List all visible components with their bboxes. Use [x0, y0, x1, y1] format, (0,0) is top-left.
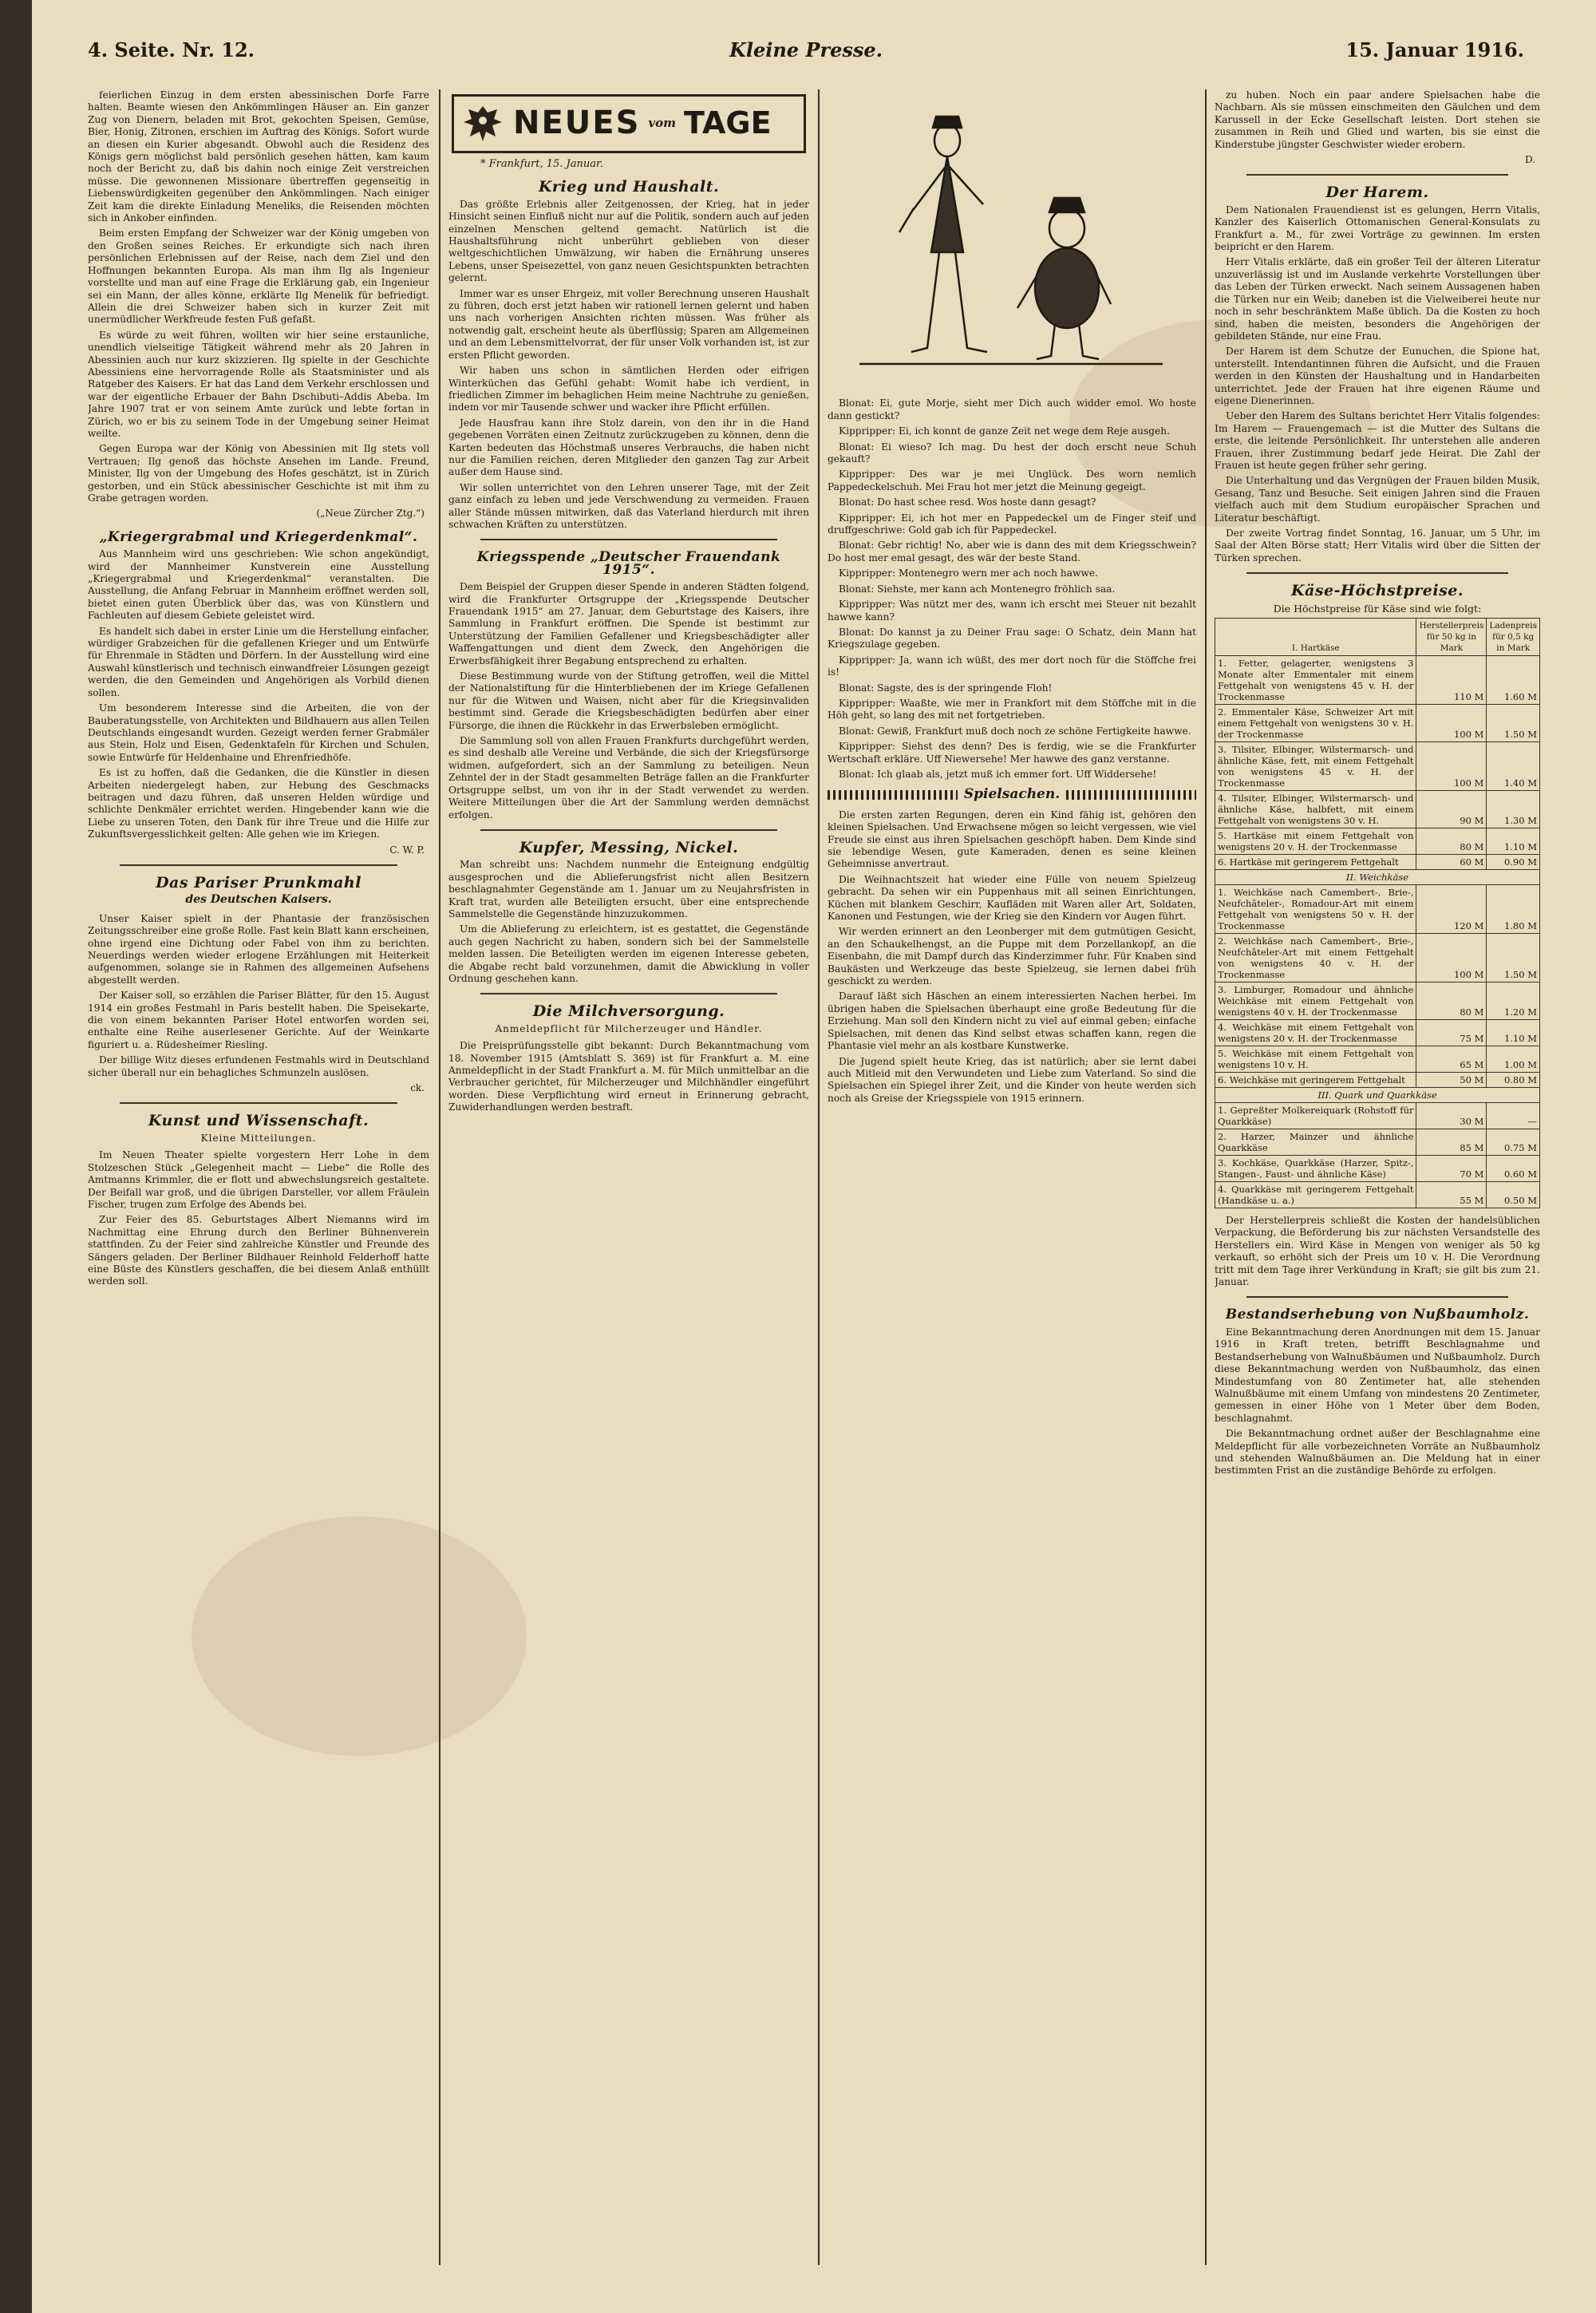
table-row	[1215, 1103, 1540, 1129]
cell-laden: —	[1487, 1103, 1540, 1129]
paragraph: Der billige Witz dieses erfundenen Festmahls wird in Deutschland sicher überall nur ein behagliches Schmunzeln auslösen.	[88, 1054, 429, 1078]
cell-name: 4. Quarkkäse mit geringerem Fettgehalt (Handkäse u. a.)	[1215, 1182, 1416, 1208]
paragraph: Eine Bekanntmachung deren Anordnungen mit dem 15. Januar 1916 in Kraft treten, betrifft Beschlagnahme und Bestandserhebung von Walnußbäumen und Nußbaumholz. Durch diese Bekanntmachung werden von Nußbaumholz, das einen Mindestumfang von 80 Zentimeter hat, alle stehenden Walnußbäume mit einem Umfang von mindestens 20 Zentimeter, gemessen in einer Höhe von 1 Meter über dem Boden, beschlagnahmt.	[1215, 1326, 1540, 1424]
dialog-line: Blonat: Ich glaab als, jetzt muß ich emmer fort. Uff Widdersehe!	[839, 768, 1157, 780]
paragraph: Diese Bestimmung wurde von der Stiftung getroffen, weil die Mittel der Nationalstiftung für die Hinterbliebenen der im Kriege Gefallenen nur für die Witwen und Waisen, nicht aber für die Kriegsinvaliden bestimmt sind. Gerade die Kriegsbeschädigten bedürfen aber einer Fürsorge, die ihnen die Rückkehr in das Erwerbsleben ermöglicht.	[448, 670, 809, 731]
cell-erz: 90 M	[1416, 791, 1487, 828]
dialog-line: Kippripper: Was nützt mer des, wann ich erscht mei Steuer nit bezahlt hawwe kann?	[828, 599, 1196, 623]
column-4	[1215, 89, 1540, 2281]
table-row	[1215, 828, 1540, 855]
paragraph: Der Harem ist dem Schutze der Eunuchen, die Spione hat, unterstellt. Intendantinnen führen die Aufsicht, und die Frauen werden in den Künsten der Haushaltung und in Handarbeiten unterrichtet. Jede der Frauen hat ihre eigenen Räume und eigene Dienerinnen.	[1215, 346, 1540, 406]
article-ilg	[88, 89, 429, 520]
paragraph: Der zweite Vortrag findet Sonntag, 16. Januar, um 5 Uhr, im Saal der Alten Börse statt; Herr Vitalis wird über die Sitten der Türken sprechen.	[1215, 528, 1540, 563]
cell-erz: 55 M	[1416, 1182, 1487, 1208]
source-note: („Neue Zürcher Ztg.“)	[316, 508, 425, 520]
divider	[120, 864, 397, 866]
subheadline: Kleine Mitteilungen.	[200, 1132, 317, 1144]
paragraph: Es würde zu weit führen, wollten wir hier seine erstaunliche, unendlich vielseitige Tätigkeit während mehr als 20 Jahren in Abessinien auch nur kurz skizzieren. Ilg spielte in der Geschichte Abessiniens eine hervorragende Rolle als Staatsminister und als Ratgeber des Kaisers. Er hat das Land dem Verkehr erschlossen und war der eigentliche Erbauer der Bahn Dschibuti–Addis Abeba. Im Jahre 1907 trat er von seinem Amte zurück und lebte fortan in Zürich, wo er bis zu seinem Tode in der Umgebung seiner Heimat weilte.	[88, 329, 429, 439]
paragraph: Das größte Erlebnis aller Zeitgenossen, der Krieg, hat in jeder Hinsicht seinen Einfluß nicht nur auf die Politik, sondern auch auf jeden einzelnen Menschen geltend gemacht. Natürlich ist die Haushaltsführung nicht unberührt geblieben von dieser weltgeschichtlichen Umwälzung, wir haben die Ernährung unseres Lebens, unser Speisezettel, von ganz neuen Gesichtspunkten betrachten gelernt.	[448, 198, 809, 284]
table-header	[1215, 619, 1540, 656]
paragraph: Die Sammlung soll von allen Frauen Frankfurts durchgeführt werden, es sind deshalb alle Vereine und Verbände, die sich der Kriegsfürsorge widmen, aufgefordert, sich an der Sammlung zu beteiligen. Neun Zehntel der in der Stadt gesammelten Beträge fallen an die Frankfurter Ortsgruppe selbst, um von ihr in der Stadt verwendet zu werden. Weitere Mitteilungen über die Art der Sammlung werden demnächst erfolgen.	[448, 735, 809, 820]
paragraph: feierlichen Einzug in dem ersten abessinischen Dorfe Farre halten. Beamte wiesen den Ankömmlingen Häuser an. Ein ganzer Zug von Dienern, beladen mit Brot, gekochten Speisen, Gemüse, Bier, Honig, Zitronen, erschien im Auftrag des Königs. Sofort wurde an diesen ein Kurier abgesandt. Obwohl auch die Residenz des Königs gern möglichst bald persönlich gesehen hätten, kam kaum noch der Bericht zu, daß bis dahin noch einige Zeit verstreichen müsse. Die gewonnenen Missionare übertreffen gegenseitig in Liebenswürdigkeiten gegenüber den Ankömmlingen. Nach einiger Zeit kam die direkte Einladung Meneliks, die Reisenden möchten sich in Ankober einfinden.	[88, 89, 429, 224]
author-signature: D.	[1524, 154, 1535, 166]
dialog-line: Blonat: Gebr richtig! No, aber wie is dann des mit dem Kriegsschwein? Do host mer emal gesagt, des wär der beste Stand.	[828, 540, 1196, 563]
cell-erz: 110 M	[1416, 656, 1487, 705]
cell-erz: 50 M	[1416, 1073, 1487, 1088]
paragraph: Dem Beispiel der Gruppen dieser Spende in anderen Städten folgend, wird die Frankfurter Ortsgruppe der „Kriegsspende Deutscher Frauendank 1915“ am 27. Januar, dem Geburtstage des Kaisers, ihre Sammlung in Frankfurt eröffnen. Die Spende ist bestimmt zur Unterstützung der Familien Gefallener und Kriegsbeschädigter aller Waffengattungen und dient dem Zweck, den Angehörigen die Erwerbsfähigkeit ihrer Begabung entsprechend zu erhalten.	[448, 581, 809, 666]
subheadline: Anmeldepflicht für Milcherzeuger und Händler.	[495, 1022, 763, 1034]
cell-erz: 85 M	[1416, 1129, 1487, 1156]
headline-kunst-wissenschaft: Kunst und Wissenschaft.	[148, 1112, 369, 1130]
dialog-line: Blonat: Sagste, des is der springende Floh!	[839, 682, 1053, 694]
ornament	[1066, 790, 1196, 800]
divider	[1246, 1296, 1508, 1298]
header-sort: I. Hartkäse	[1215, 619, 1416, 656]
dialog-line: Kippripper: Ei, ich hot mer en Pappedeckel um de Finger steif und druffgeschriwe: Gold gab ich für Pappedeckel.	[828, 512, 1196, 536]
headline-pariser-prunkmahl: Das Pariser Prunkmahl	[156, 873, 361, 892]
banner-title: Spielsachen.	[963, 786, 1061, 803]
cell-laden: 1.10 M	[1487, 828, 1540, 855]
cell-laden: 1.30 M	[1487, 791, 1540, 828]
dialog-line: Kippripper: Ei, ich konnt de ganze Zeit net wege dem Reje ausgeh.	[839, 425, 1170, 437]
paragraph: Gegen Europa war der König von Abessinien mit Ilg stets voll Vertrauen; Ilg genoß das höchste Ansehen im Lande. Freund, Minister, Ilg von der Umgebung des Hofes geschätzt, ist in Zürich gestorben, und ein Stück abessinischer Geschichte ist mit ihm zu Grabe getragen worden.	[88, 443, 429, 504]
paragraph: Die Unterhaltung und das Vergnügen der Frauen bilden Musik, Gesang, Tanz und Besuche. Seit einigen Jahren sind die Frauen vielfach auch mit dem Studium europäischer Sprachen und Literatur beschäftigt.	[1215, 475, 1540, 524]
cell-erz: 60 M	[1416, 855, 1487, 870]
dialog-line: Kippripper: Ja, wann ich wüßt, des mer dort noch für die Stöffche frei is!	[828, 654, 1196, 678]
paragraph: Wir haben uns schon in sämtlichen Herden oder eifrigen Winterküchen das Gefühl gehabt: Womit habe ich verdient, in friedlichen Zimmer im behaglichen Heim meine Nachtruhe zu genießen, indem vor mir Tausende schwer und wacker ihre Pflicht erfüllen.	[448, 365, 809, 413]
author-signature: ck.	[410, 1082, 425, 1094]
cell-name: 4. Weichkäse mit einem Fettgehalt von wenigstens 20 v. H. der Trockenmasse	[1215, 1020, 1416, 1046]
paragraph: Wir sollen unterrichtet von den Lehren unserer Tage, mit der Zeit ganz einfach zu leben und jede Verschwendung zu vermeiden. Frauen aller Stände müssen mitwirken, daß das Vaterland hierdurch mit ihren schwachen Kräften zu unterstützen.	[448, 481, 809, 530]
dialog-line: Kippripper: Montenegro wern mer ach noch hawwe.	[839, 567, 1098, 579]
headline-nussbaumholz: Bestandserhebung von Nußbaumholz.	[1225, 1307, 1530, 1323]
paragraph: Ueber den Harem des Sultans berichtet Herr Vitalis folgendes: Im Harem — Frauengemach — ist die Mutter des Sultans die erste, die leitende Persönlichkeit. Ihr unterstehen alle anderen Frauen, ihrer Zustimmung bedarf jede Heirat. Die Zahl der Frauen ist heute gegen früher sehr gering.	[1215, 410, 1540, 471]
table-row	[1215, 1073, 1540, 1088]
divider	[480, 993, 777, 994]
headline-kriegergrabmal: „Kriegergrabmal und Kriegerdenkmal“.	[99, 528, 418, 545]
cell-erz: 100 M	[1416, 705, 1487, 742]
paragraph: Die Jugend spielt heute Krieg, das ist natürlich; aber sie lernt dabei auch Mitleid mit den Verwundeten und Liebe zum Vaterland. So sind die Spielsachen ein Spiegel ihrer Zeit, und die Kinder von heute werden sich noch als Greise der Kriegsspiele von 1915 erinnern.	[828, 1055, 1196, 1104]
section-banner-neues-vom-tage	[452, 94, 806, 153]
table-row	[1215, 705, 1540, 742]
table-row	[1215, 1129, 1540, 1156]
cell-laden: 1.50 M	[1487, 705, 1540, 742]
divider	[1246, 572, 1508, 574]
paragraph: zu huben. Noch ein paar andere Spielsachen habe die Nachbarn. Als sie müssen einschmeiten den Gäulchen und dem Karussell in der Ecke Gesellschaft leisten. Dort stehen sie zusammen in Reih und Glied und warten, bis sie einst die Kinderstube jüngster Geschwister wieder erobern.	[1215, 89, 1540, 150]
paragraph: Immer war es unser Ehrgeiz, mit voller Berechnung unseren Haushalt zu führen, doch erst jetzt haben wir rationell lernen gelernt und haben uns nach vorherigen Ansichten richten müssen. Was früher als notwendig galt, erscheint heute als überflüssig; Sparen am Allgemeinen und an dem Lebensmittelvorrat, der für unser Volk vorhanden ist, ist zur ersten Pflicht geworden.	[448, 287, 809, 361]
paragraph: Aus Mannheim wird uns geschrieben: Wie schon angekündigt, wird der Mannheimer Kunstverein eine Ausstellung „Kriegergrabmal und Kriegerdenkmal“ veranstalten. Die Ausstellung, die Anfang Februar in Mannheim eröffnet werden soll, bietet einen guten Überblick über das, was von Künstlern und Fachleuten auf diesem Gebiete geleistet wird.	[88, 548, 429, 622]
cell-laden: 0.80 M	[1487, 1073, 1540, 1088]
cell-erz: 70 M	[1416, 1156, 1487, 1182]
paragraph: Es ist zu hoffen, daß die Gedanken, die die Künstler in diesen Arbeiten niedergelegt haben, zur Hebung des Geschmacks beitragen und dazu führen, daß unseren Helden würdige und schlichte Denkmäler errichtet werden. Hingebender kann wie die Liebe zu unseren Toten, den Dank für ihre Treue und die Hilfe zur Zukunftsvergesslichkeit gelten: Alle gehen wie im Kriegen.	[88, 767, 429, 840]
table-section	[1215, 1088, 1540, 1103]
dialog-line: Kippripper: Siehst des denn? Des is ferdig, wie se die Frankfurter Wertschaft erkläre. Uff Niewersehe! Mer hawwe des ganz verstanne.	[828, 741, 1196, 765]
paragraph: Beim ersten Empfang der Schweizer war der König umgeben von den Großen seines Reiches. Er erkundigte sich nach ihren persönlichen Erlebnissen auf der Reise, nach dem Ziel und den Hoffnungen bekannten Europa. Als man ihm Ilg als Ingenieur vorstellte und man auf eine Frage die Erklärung gab, ein Ingenieur sei ein Mann, der alles könne, erklärte Ilg Menelik für befriedigt. Allein die drei Schweizer haben sich in kurzer Zeit mit unermüdlicher Werkfreude festen Fuß gefaßt.	[88, 227, 429, 326]
divider	[1246, 174, 1508, 176]
table-row	[1215, 791, 1540, 828]
cell-name: 1. Gepreßter Molkereiquark (Rohstoff für Quarkkäse)	[1215, 1103, 1416, 1129]
cell-name: 4. Tilsiter, Elbinger, Wilstermarsch- und ähnliche Käse, halbfett, mit einem Fettgehalt von wenigstens 30 v. H.	[1215, 791, 1416, 828]
table-row	[1215, 1182, 1540, 1208]
cell-laden: 1.80 M	[1487, 885, 1540, 934]
paragraph: Darauf läßt sich Häschen an einem interessierten Nachen herbei. Im übrigen haben die Spielsachen überhaupt eine große Bedeutung für die Erziehung. Man soll den Kindern nicht zu viel auf einmal geben; einfache Spielsachen, mit denen das Kind selbst etwas schaffen kann, regen die Phantasie viel mehr an als kostbare Kunstwerke.	[828, 990, 1196, 1052]
paragraph: Der Kaiser soll, so erzählen die Pariser Blätter, für den 15. August 1914 ein großes Festmahl in Paris bestellt haben. Die Speisekarte, die von einem bekannten Pariser Hotel entworfen worden sei, enthalte eine Reihe auserlesener Gerichte. Auf der Weinkarte figuriert u. a. Rüdesheimer Riesling.	[88, 990, 429, 1050]
paragraph: Jede Hausfrau kann ihre Stolz darein, von den ihr in die Hand gegebenen Vorräten einen Zeitnutz zurückzugeben zu können, denn die Karten bedeuten das Höchstmaß unseres Verbrauchs, die haben nicht nur die Familien reichen, deren Mitglieder den ganzen Tag zur Arbeit außer dem Hause sind.	[448, 417, 809, 478]
ornament	[828, 790, 958, 800]
headline-milchversorgung: Die Milchversorgung.	[532, 1002, 725, 1021]
cell-name: 6. Hartkäse mit geringerem Fettgehalt	[1215, 855, 1416, 870]
cell-erz: 120 M	[1416, 885, 1487, 934]
newspaper-name: Kleine Presse.	[729, 38, 883, 61]
section-quark: III. Quark und Quarkkäse	[1215, 1088, 1540, 1103]
dialog-line: Kippripper: Des war je mei Unglück. Des worn nemlich Pappedeckelschuh. Mei Frau hot mer jetzt die Meinung gegeigt.	[828, 469, 1196, 492]
column-1	[88, 89, 429, 2281]
dialog-line: Blonat: Gewiß, Frankfurt muß doch noch ze schöne Fertigkeite hawwe.	[839, 725, 1191, 737]
newspaper-page	[32, 0, 1596, 2313]
cell-erz: 100 M	[1416, 934, 1487, 983]
section-banner-spielsachen	[828, 786, 1196, 803]
issue-date: 15. Januar 1916.	[1345, 38, 1524, 61]
headline-der-harem: Der Harem.	[1325, 184, 1429, 202]
dialog-line: Blonat: Ei, gute Morje, sieht mer Dich auch widder emol. Wo hoste dann gestickt?	[828, 397, 1196, 421]
headline-krieg-und-haushalt: Krieg und Haushalt.	[538, 178, 720, 196]
cell-laden: 0.75 M	[1487, 1129, 1540, 1156]
table-row	[1215, 656, 1540, 705]
header-laden: Ladenpreis für 0,5 kg in Mark	[1487, 619, 1540, 656]
headline-kriegsspende: Kriegsspende „Deutscher Frauendank 1915“.	[476, 549, 781, 578]
cell-name: 2. Harzer, Mainzer und ähnliche Quarkkäse	[1215, 1129, 1416, 1156]
author-signature: C. W. P.	[389, 844, 425, 856]
paragraph: Um besonderem Interesse sind die Arbeiten, die von der Bauberatungsstelle, von Architekten und Bildhauern aus allen Teilen Deutschlands eingesandt wurden. Gezeigt werden ferner Grabmäler aus Stein, Holz und Eisen, Gedenktafeln für Kirchen und Schulen, sowie Entwürfe für Heldenhaine und Ehrenfriedhöfe.	[88, 702, 429, 763]
cell-laden: 1.50 M	[1487, 934, 1540, 983]
table-row	[1215, 1156, 1540, 1182]
cell-laden: 0.60 M	[1487, 1156, 1540, 1182]
table-row	[1215, 885, 1540, 934]
paragraph: Es handelt sich dabei in erster Linie um die Herstellung einfacher, würdiger Grabzeichen für die gefallenen Krieger und um Entwürfe für Ehrenmale in Städten und Dörfern. In der Ausstellung wird eine Auswahl künstlerisch und technisch einwandfreier Lösungen gezeigt werden, die den Gemeinden und Angehörigen als Vorbild dienen sollen.	[88, 625, 429, 698]
table-row	[1215, 1046, 1540, 1073]
price-table	[1215, 618, 1540, 1208]
header-erzeuger: Herstellerpreis für 50 kg in Mark	[1416, 619, 1487, 656]
headline-kaese-hoechstpreise: Käse-Höchstpreise.	[1291, 582, 1464, 600]
dialog-line: Blonat: Ei wieso? Ich mag. Du hest der doch erscht neue Schuh gekauft?	[828, 441, 1196, 465]
paragraph: Die Weihnachtszeit hat wieder eine Fülle von neuem Spielzeug gebracht. Da sehen wir ein Puppenhaus mit all seinen Einrichtungen, Küchen mit blankem Geschirr, Kaufläden mit Waren aller Art, Soldaten, Kanonen und Festungen, wie der Krieg sie den Kindern vor Augen führt.	[828, 873, 1196, 923]
table-section	[1215, 870, 1540, 885]
dateline: * Frankfurt, 15. Januar.	[480, 158, 603, 170]
column-rule	[818, 89, 820, 2265]
column-rule	[439, 89, 440, 2265]
headline-kupfer: Kupfer, Messing, Nickel.	[519, 838, 739, 856]
cell-name: 1. Fetter, gelagerter, wenigstens 3 Monate alter Emmentaler mit einem Fettgehalt von wenigstens 45 v. H. der Trockenmasse	[1215, 656, 1416, 705]
cell-erz: 80 M	[1416, 983, 1487, 1020]
table-row	[1215, 934, 1540, 983]
cell-name: 5. Weichkäse mit einem Fettgehalt von wenigstens 10 v. H.	[1215, 1046, 1416, 1073]
page-number: 4. Seite. Nr. 12.	[88, 38, 255, 61]
cell-erz: 100 M	[1416, 742, 1487, 791]
paragraph: Im Neuen Theater spielte vorgestern Herr Lohe in dem Stolzeschen Stück „Gelegenheit macht — Liebe“ die Rolle des Amtmanns Krimmler, die er flott und abwechslungsreich gestaltete. Der Beifall war groß, und die übrigen Darsteller, vor allem Fräulein Fischer, trugen zum Erfolge des Abends bei.	[88, 1149, 429, 1210]
paragraph: Die Bekanntmachung ordnet außer der Beschlagnahme eine Meldepflicht für alle vorbezeichneten Vorräte an Nußbaumholz und stehenden Walnußbäumen an. Die Meldung hat in einer bestimmten Frist an die zuständige Behörde zu erfolgen.	[1215, 1428, 1540, 1477]
table-row	[1215, 855, 1540, 870]
dialog-line: Blonat: Do hast schee resd. Wos hoste dann gesagt?	[839, 496, 1096, 508]
table-caption: Die Höchstpreise für Käse sind wie folgt:	[1273, 602, 1482, 615]
section-weichkaese: II. Weichkäse	[1215, 870, 1540, 885]
cell-name: 1. Weichkäse nach Camembert-, Brie-, Neufchâteler-, Romadour-Art mit einem Fettgehalt von wenigstens 50 v. H. der Trockenmasse	[1215, 885, 1416, 934]
divider	[480, 539, 777, 540]
table-row	[1215, 742, 1540, 791]
cell-laden: 0.90 M	[1487, 855, 1540, 870]
cell-name: 3. Limburger, Romadour und ähnliche Weichkäse mit einem Fettgehalt von wenigstens 40 v. H. der Trockenmasse	[1215, 983, 1416, 1020]
paragraph: Die ersten zarten Regungen, deren ein Kind fähig ist, gehören den kleinen Spielsachen. Und Erwachsene mögen so leicht vergessen, wie viel Freude sie einst aus ihren Spielsachen geschöpft haben. Dem Kinde sind sie lebendige Wesen, gute Kameraden, denen es seine kleinen Geheimnisse anvertraut.	[828, 809, 1196, 870]
banner-word: NEUES	[513, 105, 641, 142]
banner-word: TAGE	[684, 105, 772, 141]
cell-laden: 0.50 M	[1487, 1182, 1540, 1208]
dialog-line: Kippripper: Waaßte, wie mer in Frankfort mit dem Stöffche mit in die Höh geht, so lang des mit net fortgetrieben.	[828, 697, 1196, 722]
paragraph: Wir werden erinnert an den Leonberger mit dem gutmütigen Gesicht, an den Schaukelhengst, an die Puppe mit dem Porzellankopf, an die Eisenbahn, die mit Dampf durch das Kinderzimmer fuhr. Für Knaben sind Baukästen und Werkzeuge das beste Spielzeug, sie lernen dabei früh geschickt zu werden.	[828, 926, 1196, 987]
cell-name: 3. Kochkäse, Quarkkäse (Harzer, Spitz-, Stangen-, Faust- und ähnliche Käse)	[1215, 1156, 1416, 1182]
subheadline: des Deutschen Kaisers.	[185, 893, 332, 907]
paragraph: Unser Kaiser spielt in der Phantasie der französischen Zeitungsschreiber eine große Rolle. Fast kein Blatt kann erscheinen, ohne irgend eine Dichtung oder Fabel von ihm zu berichten. Neuerdings werden wieder erlogene Erzählungen mit Heiterkeit aufgenommen, solange sie in Rahmen des allgemeinen Aufsehens abgestellt werden.	[88, 912, 429, 986]
cell-laden: 1.40 M	[1487, 742, 1540, 791]
cell-laden: 1.00 M	[1487, 1046, 1540, 1073]
cell-erz: 75 M	[1416, 1020, 1487, 1046]
column-3	[828, 89, 1196, 2281]
table-row	[1215, 983, 1540, 1020]
cell-laden: 1.10 M	[1487, 1020, 1540, 1046]
cell-laden: 1.20 M	[1487, 983, 1540, 1020]
cell-name: 6. Weichkäse mit geringerem Fettgehalt	[1215, 1073, 1416, 1088]
divider	[120, 1102, 397, 1104]
cell-laden: 1.60 M	[1487, 656, 1540, 705]
cell-erz: 65 M	[1416, 1046, 1487, 1073]
paragraph: Dem Nationalen Frauendienst ist es gelungen, Herrn Vitalis, Kanzler des Kaiserlich Ottomanischen General-Konsulats zu Frankfurt a. M., für zwei Vorträge zu gewinnen. Im ersten beipricht er den Harem.	[1215, 204, 1540, 253]
cell-name: 2. Emmentaler Käse, Schweizer Art mit einem Fettgehalt von wenigstens 30 v. H. der Trockenmasse	[1215, 705, 1416, 742]
paragraph: Der Herstellerpreis schließt die Kosten der handelsüblichen Verpackung, die Beförderung bis zur nächsten Versandstelle des Herstellers ein. Wird Käse in Mengen von weniger als 50 kg verkauft, so erhöht sich der Preis um 10 v. H. Die Verordnung tritt mit dem Tage ihrer Verkündung in Kraft; sie gilt bis zum 21. Januar.	[1215, 1215, 1540, 1288]
column-rule	[1205, 89, 1207, 2265]
divider	[480, 829, 777, 831]
cell-name: 3. Tilsiter, Elbinger, Wilstermarsch- und ähnliche Käse, fett, mit einem Fettgehalt von wenigstens 45 v. H. der Trockenmasse	[1215, 742, 1416, 791]
cell-name: 5. Hartkäse mit einem Fettgehalt von wenigstens 20 v. H. der Trockenmasse	[1215, 828, 1416, 855]
paragraph: Um die Ablieferung zu erleichtern, ist es gestattet, die Gegenstände auch gegen Nachricht zu haben, sondern sich bei der Sammelstelle melden lassen. Die Beteiligten werden im eigenen Interesse gebeten, die Abgabe recht bald vorzunehmen, damit die Abwicklung in voller Ordnung geschehen kann.	[448, 923, 809, 984]
paragraph: Die Preisprüfungsstelle gibt bekannt: Durch Bekanntmachung vom 18. November 1915 (Amtsblatt S. 369) ist für Frankfurt a. M. eine Anmeldepflicht in der Stadt Frankfurt a. M. für Milch unmittelbar an die Verbraucher gerichtet, für Milcherzeuger und Milchhändler eingeführt worden. Diese Verpflichtung wird erneut in Erinnerung gebracht, Zuwiderhandlungen werden bestraft.	[448, 1040, 809, 1113]
table-row	[1215, 1020, 1540, 1046]
banner-word: vom	[648, 116, 677, 131]
cell-erz: 80 M	[1416, 828, 1487, 855]
dialog-line: Blonat: Siehste, mer kann ach Montenegro fröhlich saa.	[839, 583, 1116, 595]
column-2	[448, 89, 809, 2281]
paragraph: Man schreibt uns: Nachdem nunmehr die Enteignung endgültig ausgesprochen und die Ablieferungsfrist nicht allen Besitzern beschlagnahmter Gegenstände am 1. Januar um zu Neujahrsfristen in Kraft trat, wurden alle Beteiligten ersucht, über eine entsprechende Sammelstelle die Gegenstände hinzuzukommen.	[448, 859, 809, 919]
cell-erz: 30 M	[1416, 1103, 1487, 1129]
cartoon-illustration	[828, 93, 1196, 388]
paragraph: Herr Vitalis erklärte, daß ein großer Teil der älteren Literatur unzuverlässig ist und im Auslande verkehrte Vorstellungen über das Leben der Türken erweckt. Nach seinem Aussagenen haben die Türken nur ein Weib; daneben ist die Vielweiberei heute nur noch in sehr beschränktem Maße üblich. Da die Kosten zu hoch sind, haben die meisten, besonders die Angehörigen der gebildeten Stände, nur eine Frau.	[1215, 256, 1540, 342]
cell-name: 2. Weichkäse nach Camembert-, Brie-, Neufchâteler-Art mit einem Fettgehalt von wenigstens 40 v. H. der Trockenmasse	[1215, 934, 1416, 983]
eagle-icon	[460, 101, 505, 146]
dialog-line: Blonat: Do kannst ja zu Deiner Frau sage: O Schatz, dein Mann hat Kriegszulage gegeben.	[828, 626, 1196, 650]
masthead	[88, 38, 1524, 70]
paragraph: Zur Feier des 85. Geburtstages Albert Niemanns wird im Nachmittag eine Ehrung durch den Berliner Bühnenverein stattfinden. Zu der Feier sind zahlreiche Künstler und Freunde des Sängers geladen. Der Berliner Bildhauer Reinhold Felderhoff hatte eine Büste des Künstlers geschaffen, die bei diesem Anlaß enthüllt werden soll.	[88, 1214, 429, 1287]
